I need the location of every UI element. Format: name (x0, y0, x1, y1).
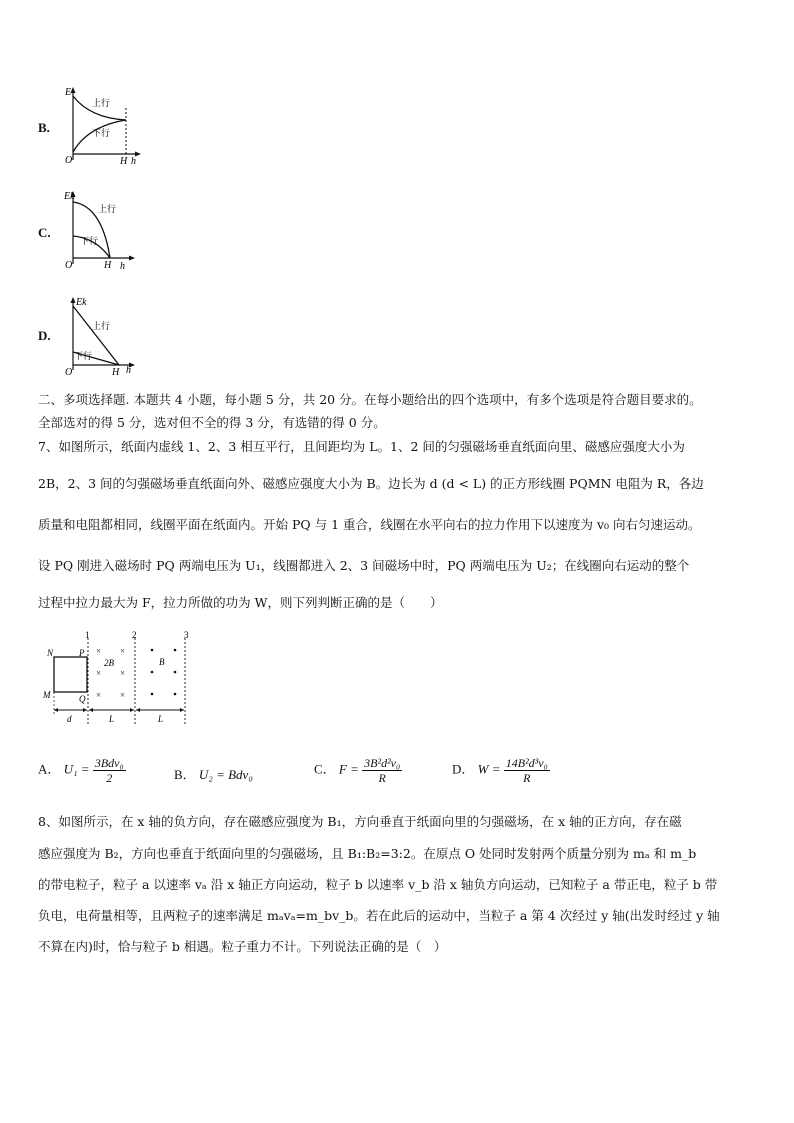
corner-m-label: M (43, 690, 51, 700)
q7-line3: 质量和电阻都相同，线圈平面在纸面内。开始 PQ 与 1 重合，线圈在水平向右的拉力作用下以速度为 v₀ 向右匀速运动。 (38, 517, 701, 532)
q8-line3: 的带电粒子，粒子 a 以速率 vₐ 沿 x 轴正方向运动，粒子 b 以速率 v_b 沿 x 轴负方向运动，已知粒子 a 带正电，粒子 b 带 (38, 877, 718, 892)
lower-curve-label: 下行 (92, 128, 111, 138)
option-b-graph (62, 84, 142, 166)
line-3-label: 3 (184, 630, 189, 640)
x-axis-label: h (131, 156, 136, 166)
y-axis-label: E (65, 87, 72, 98)
option-c-graph (62, 188, 142, 272)
answer-c-denominator: R (378, 771, 386, 785)
origin-label: O (65, 155, 73, 166)
answer-c-numerator: 3B²d²v₀ (364, 756, 401, 770)
corner-n-label: N (47, 648, 54, 658)
option-d-label: D. (38, 328, 51, 343)
answer-a-lhs: U₁ = (63, 761, 90, 777)
q7-answer-d[interactable] (452, 756, 550, 785)
q8-line4: 负电，电荷量相等，且两粒子的速率满足 mₐvₐ=m_bv_b。若在此后的运动中，当粒子 a 第 4 次经过 y 轴(出发时经过 y 轴 (38, 908, 720, 923)
lower-curve-label: 下行 (74, 351, 93, 361)
q7-line1: 7、如图所示，纸面内虚线 1、2、3 相互平行，且间距均为 L。1、2 间的匀强磁场垂直纸面向里、磁感应强度大小为 (38, 439, 685, 454)
line-1-label: 1 (85, 630, 90, 640)
answer-b-expr: U₂ = Bdv₀ (198, 767, 253, 782)
answer-d-lhs: W = (477, 761, 501, 777)
h-mark-label: H (112, 367, 120, 378)
dim-d-label: d (67, 714, 72, 724)
answer-a-denominator: 2 (106, 771, 113, 785)
option-d-graph (62, 292, 142, 378)
answer-a-numerator: 3Bdv₀ (94, 756, 124, 770)
h-mark-label: H (120, 156, 128, 166)
dim-l2-label: L (158, 714, 164, 724)
y-axis-label: Ek (64, 191, 75, 202)
field-b-label: B (159, 657, 165, 667)
q7-answer-b[interactable] (174, 764, 253, 783)
upper-curve-label: 上行 (98, 204, 117, 214)
section-heading-line2: 全部选对的得 5 分，选对但不全的得 3 分，有选错的得 0 分。 (38, 415, 386, 430)
q7-line5: 过程中拉力最大为 F，拉力所做的功为 W，则下列判断正确的是（ ） (38, 595, 443, 610)
answer-a-letter: A． (38, 761, 61, 777)
q7-answer-a[interactable] (38, 756, 126, 785)
option-b-label: B. (38, 120, 50, 135)
q8-line2: 感应强度为 B₂，方向也垂直于纸面向里的匀强磁场，且 B₁:B₂=3:2。在原点 O 处同时发射两个质量分别为 mₐ 和 m_b (38, 846, 697, 861)
answer-b-letter: B． (174, 767, 196, 782)
answer-d-numerator: 14B²d³v₀ (505, 756, 548, 770)
y-axis-label: Ek (76, 297, 87, 308)
option-c-label: C. (38, 225, 51, 240)
answer-d-denominator: R (523, 771, 531, 785)
q8-line5: 不算在内)时，恰与粒子 b 相遇。粒子重力不计。下列说法正确的是（ ） (38, 939, 447, 954)
corner-p-label: P (79, 648, 85, 658)
x-axis-label: h (126, 365, 131, 376)
origin-label: O (65, 367, 73, 378)
origin-label: O (65, 260, 73, 271)
x-axis-label: h (120, 261, 125, 272)
q7-answer-c[interactable] (314, 756, 402, 785)
svg-text:×: × (96, 646, 102, 656)
h-mark-label: H (104, 260, 112, 271)
field-2b-label: 2B (104, 658, 114, 668)
lower-curve-label: 下行 (80, 236, 99, 246)
svg-text:×: × (96, 690, 102, 700)
answer-c-letter: C． (314, 761, 336, 777)
dim-l1-label: L (109, 714, 115, 724)
upper-curve-label: 上行 (92, 98, 111, 108)
line-2-label: 2 (132, 630, 137, 640)
q7-line2: 2B，2、3 间的匀强磁场垂直纸面向外、磁感应强度大小为 B。边长为 d (d < L) 的正方形线圈 PQMN 电阻为 R，各边 (38, 476, 704, 491)
upper-curve-label: 上行 (92, 321, 111, 331)
q7-magnetic-field-figure (38, 630, 198, 730)
q7-line4: 设 PQ 刚进入磁场时 PQ 两端电压为 U₁，线圈都进入 2、3 间磁场中时，PQ 两端电压为 U₂；在线圈向右运动的整个 (38, 558, 690, 573)
svg-text:×: × (120, 646, 126, 656)
svg-text:×: × (120, 690, 126, 700)
q8-line1: 8、如图所示，在 x 轴的负方向，存在磁感应强度为 B₁，方向垂直于纸面向里的匀强磁场，在 x 轴的正方向，存在磁 (38, 814, 682, 829)
section-heading-line1: 二、多项选择题. 本题共 4 小题，每小题 5 分，共 20 分。在每小题给出的四个选项中，有多个选项是符合题目要求的。 (38, 392, 702, 407)
corner-q-label: Q (79, 694, 86, 704)
svg-text:×: × (120, 668, 126, 678)
answer-c-lhs: F = (338, 761, 359, 777)
svg-text:×: × (96, 668, 102, 678)
answer-d-letter: D． (452, 761, 475, 777)
